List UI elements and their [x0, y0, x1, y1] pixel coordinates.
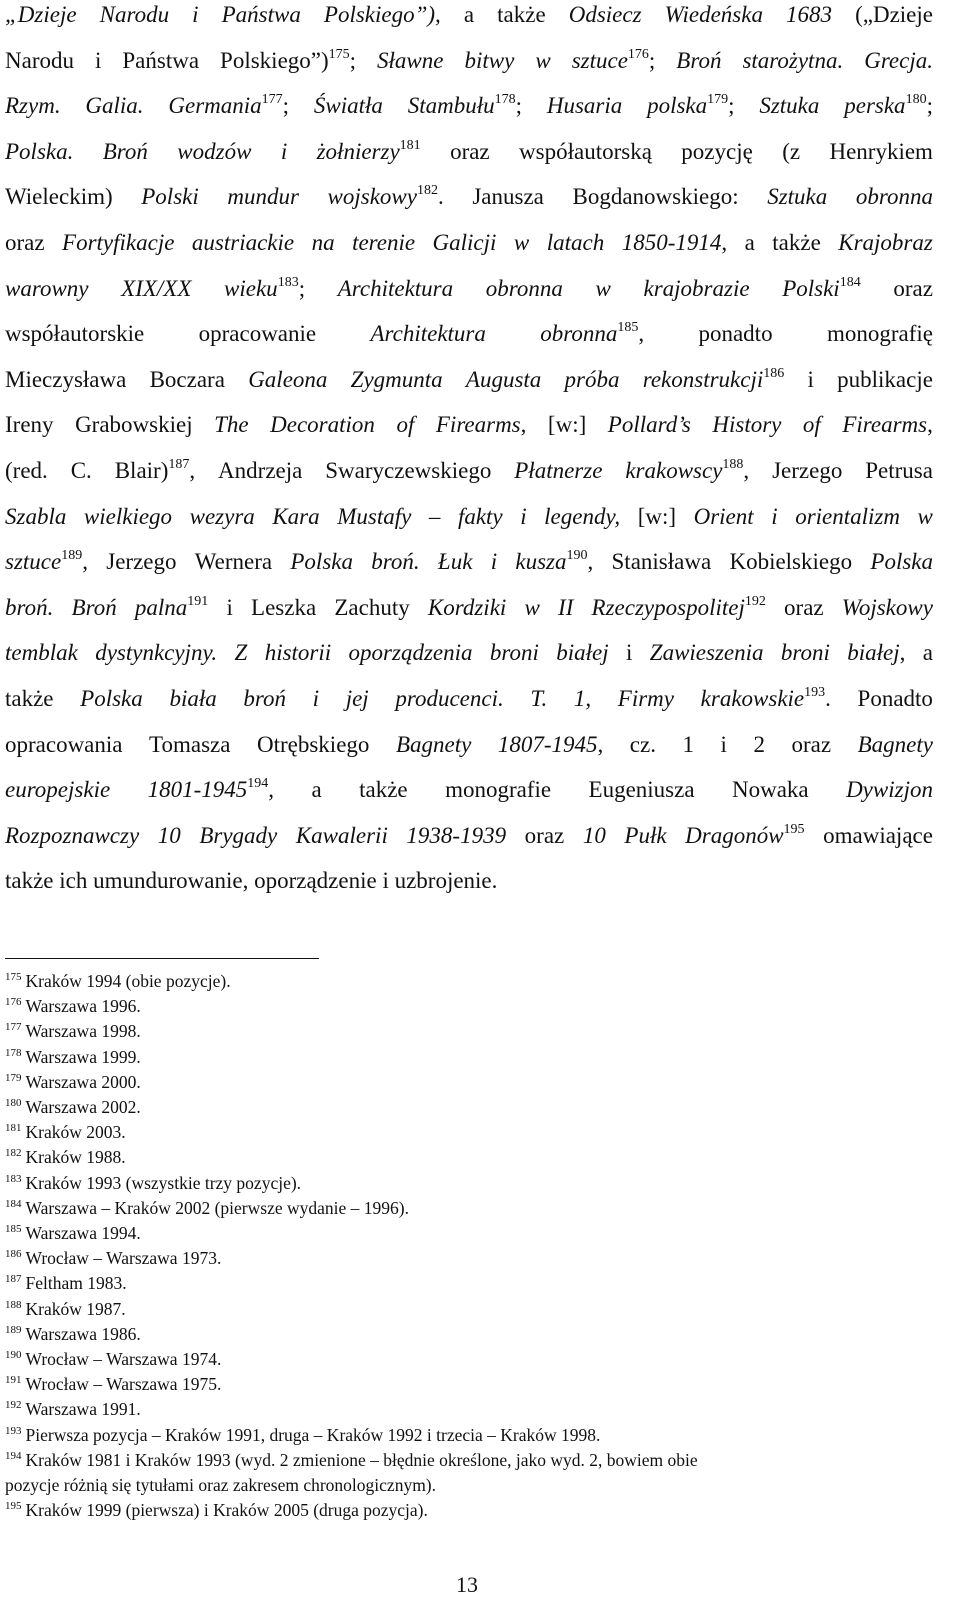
footnote [5, 1071, 933, 1093]
footnote [5, 1323, 933, 1345]
footnote-ref: 183 [277, 274, 299, 290]
footnote [5, 1146, 933, 1168]
footnote [5, 970, 933, 992]
footnote-number: 181 [5, 1122, 22, 1135]
text-line: oraz Fortyfikacje austriackie na terenie Galicji w latach 1850-1914, a także Krajobraz [5, 230, 933, 255]
footnote-ref: 181 [399, 137, 421, 153]
text-line: Mieczysława Boczara Galeona Zygmunta Augusta próba rekonstrukcji$^{186}$ i publikacje [5, 365, 933, 392]
footnote-ref: 185 [617, 320, 639, 336]
footnote-number: 179 [5, 1071, 22, 1084]
footnote-text: Warszawa – Kraków 2002 (pierwsze wydanie – 1996). [25, 1197, 409, 1218]
footnote-ref: 178 [494, 92, 516, 108]
footnote-text: Warszawa 1994. [25, 1223, 141, 1243]
footnote-text: Kraków 1994 (obie pozycje). [25, 971, 231, 991]
footnote-ref: 180 [905, 92, 927, 108]
text-line: Wieleckim) Polski mundur wojskowy$^{182}$. Janusza Bogdanowskiego: Sztuka obronna [5, 183, 933, 210]
footnote-number: 189 [5, 1323, 22, 1336]
footnote [5, 1197, 933, 1219]
text-line: Narodu i Państwa Polskiego”)$^{175}$; Sławne bitwy w sztuce$^{176}$; Broń starożytna. Grecja. [5, 46, 933, 73]
footnote-text: Feltham 1983. [25, 1273, 127, 1294]
text-line: opracowania Tomasza Otrębskiego Bagnety 1807-1945, cz. 1 i 2 oraz Bagnety [5, 731, 933, 757]
text-line: także ich umundurowanie, oporządzenie i uzbrojenie. [5, 868, 498, 894]
text-line: europejskie 1801-1945$^{194}$, a także monografie Eugeniusza Nowaka Dywizjon [5, 776, 933, 803]
footnote-continuation: pozycje różnią się tytułami oraz zakresem chronologicznym). [5, 1475, 437, 1495]
text-line: Polska. Broń wodzów i żołnierzy$^{181}$ oraz współautorską pozycję (z Henrykiem [5, 137, 933, 164]
footnote [5, 1348, 933, 1370]
footnote [5, 1247, 933, 1269]
text-line: broń. Broń palna$^{191}$ i Leszka Zachuty Kordziki w II Rzeczypospolitej$^{192}$ oraz Wojskowy [5, 593, 933, 620]
footnote [5, 1096, 933, 1118]
footnote-number: 190 [5, 1349, 22, 1361]
footnote [5, 1449, 933, 1471]
text-line: Rzym. Galia. Germania$^{177}$; Światła Stambułu$^{178}$; Husaria polska$^{179}$; Sztuka perska$^{180}$; [5, 92, 933, 119]
footnote-number: 195 [5, 1500, 22, 1513]
footnote-number: 182 [5, 1147, 22, 1160]
page-number: 13 [456, 1572, 478, 1597]
footnote-number: 186 [5, 1248, 22, 1261]
text-line: Szabla wielkiego wezyra Kara Mustafy – fakty i legendy, [w:] Orient i orientalizm w [5, 503, 933, 529]
footnote-number: 194 [5, 1449, 22, 1462]
footnote-ref: 184 [839, 274, 861, 290]
footnote-ref: 187 [168, 457, 190, 472]
footnote-ref: 193 [804, 685, 826, 700]
text-line: Rozpoznawczy 10 Brygady Kawalerii 1938-1939 oraz 10 Pułk Dragonów$^{195}$ omawiające [5, 821, 933, 848]
footnote-text: Kraków 1993 (wszystkie trzy pozycje). [25, 1172, 302, 1193]
footnote-number: 193 [5, 1424, 22, 1437]
footnote-text: Kraków 1987. [25, 1298, 126, 1319]
footnote-number: 183 [5, 1172, 22, 1185]
footnote-number: 185 [5, 1223, 22, 1235]
footnote-text: Wrocław – Warszawa 1974. [25, 1349, 222, 1369]
footnote-text: Kraków 1988. [25, 1147, 126, 1168]
footnote-ref: 188 [722, 457, 744, 472]
footnote-text: Warszawa 1986. [25, 1323, 141, 1344]
footnote-text: Kraków 1999 (pierwsza) i Kraków 2005 (druga pozycja). [25, 1500, 428, 1521]
footnote-number: 187 [5, 1273, 22, 1286]
footnote [5, 1398, 933, 1420]
footnote-text: Kraków 1981 i Kraków 1993 (wyd. 2 zmienione – błędnie określone, jako wyd. 2, bowiem obie [25, 1449, 698, 1470]
footnote-number: 191 [5, 1374, 22, 1387]
footnote-text: Kraków 2003. [25, 1122, 126, 1143]
footnote-ref: 176 [627, 46, 649, 62]
footnote-number: 188 [5, 1298, 22, 1311]
footnote-text: Warszawa 1998. [25, 1021, 141, 1042]
footnote [5, 1121, 933, 1143]
text-line: temblak dystynkcyjny. Z historii oporządzenia broni białej i Zawieszenia broni białej, a [5, 640, 933, 666]
footnote-number: 177 [5, 1021, 22, 1034]
footnote-ref: 190 [566, 548, 588, 564]
footnote-ref: 192 [744, 593, 766, 609]
footnote [5, 995, 933, 1017]
footnote-ref: 175 [328, 46, 350, 62]
footnote-ref: 194 [247, 776, 269, 792]
footnote [5, 1046, 933, 1068]
footnote-text: Pierwsza pozycja – Kraków 1991, druga – Kraków 1992 i trzecia – Kraków 1998. [25, 1424, 601, 1445]
footnote-text: Warszawa 2002. [25, 1097, 141, 1117]
footnote [5, 1172, 933, 1194]
footnote-number: 176 [5, 996, 22, 1009]
footnote-number: 178 [5, 1046, 22, 1059]
text-line: Ireny Grabowskiej The Decoration of Firearms, [w:] Pollard’s History of Firearms, [5, 412, 933, 438]
footnote [5, 1424, 933, 1446]
footnote-number: 184 [5, 1197, 22, 1210]
footnote-number: 192 [5, 1399, 22, 1412]
footnote-number: 175 [5, 971, 22, 983]
footnote [5, 1272, 933, 1294]
text-line: (red. C. Blair)$^{187}$, Andrzeja Swaryczewskiego Płatnerze krakowscy$^{188}$, Jerzego Petrusa [5, 457, 933, 483]
footnote-ref: 179 [707, 92, 729, 108]
footnote [5, 1020, 933, 1042]
footnote-ref: 189 [61, 548, 83, 564]
footnote-text: Warszawa 1991. [25, 1399, 141, 1420]
text-line: warowny XIX/XX wieku$^{183}$; Architektura obronna w krajobrazie Polski$^{184}$ oraz [5, 274, 933, 301]
footnote-ref: 191 [187, 593, 209, 609]
footnote-text: Warszawa 2000. [25, 1071, 141, 1092]
footnote-text: Wrocław – Warszawa 1973. [25, 1248, 222, 1269]
footnote-ref: 177 [261, 92, 283, 108]
footnote-number: 180 [5, 1097, 22, 1109]
footnote [5, 1499, 933, 1521]
footnote-separator [5, 958, 319, 959]
footnote-ref: 182 [416, 183, 438, 199]
text-line: „Dzieje Narodu i Państwa Polskiego”), a także Odsiecz Wiedeńska 1683 („Dzieje [5, 2, 933, 27]
footnote-ref: 195 [783, 821, 805, 837]
footnote-text: Wrocław – Warszawa 1975. [25, 1374, 222, 1395]
footnote-text: Warszawa 1999. [25, 1046, 141, 1067]
footnote [5, 1222, 933, 1244]
text-line: także Polska biała broń i jej producenci. T. 1, Firmy krakowskie$^{193}$. Ponadto [5, 685, 933, 711]
text-line: sztuce$^{189}$, Jerzego Wernera Polska broń. Łuk i kusza$^{190}$, Stanisława Kobielskiego Polska [5, 548, 933, 575]
footnote [5, 1373, 933, 1395]
footnote [5, 1298, 933, 1320]
footnote-text: Warszawa 1996. [25, 996, 141, 1017]
text-line: współautorskie opracowanie Architektura obronna$^{185}$, ponadto monografię [5, 320, 933, 347]
footnote-ref: 186 [763, 365, 785, 381]
